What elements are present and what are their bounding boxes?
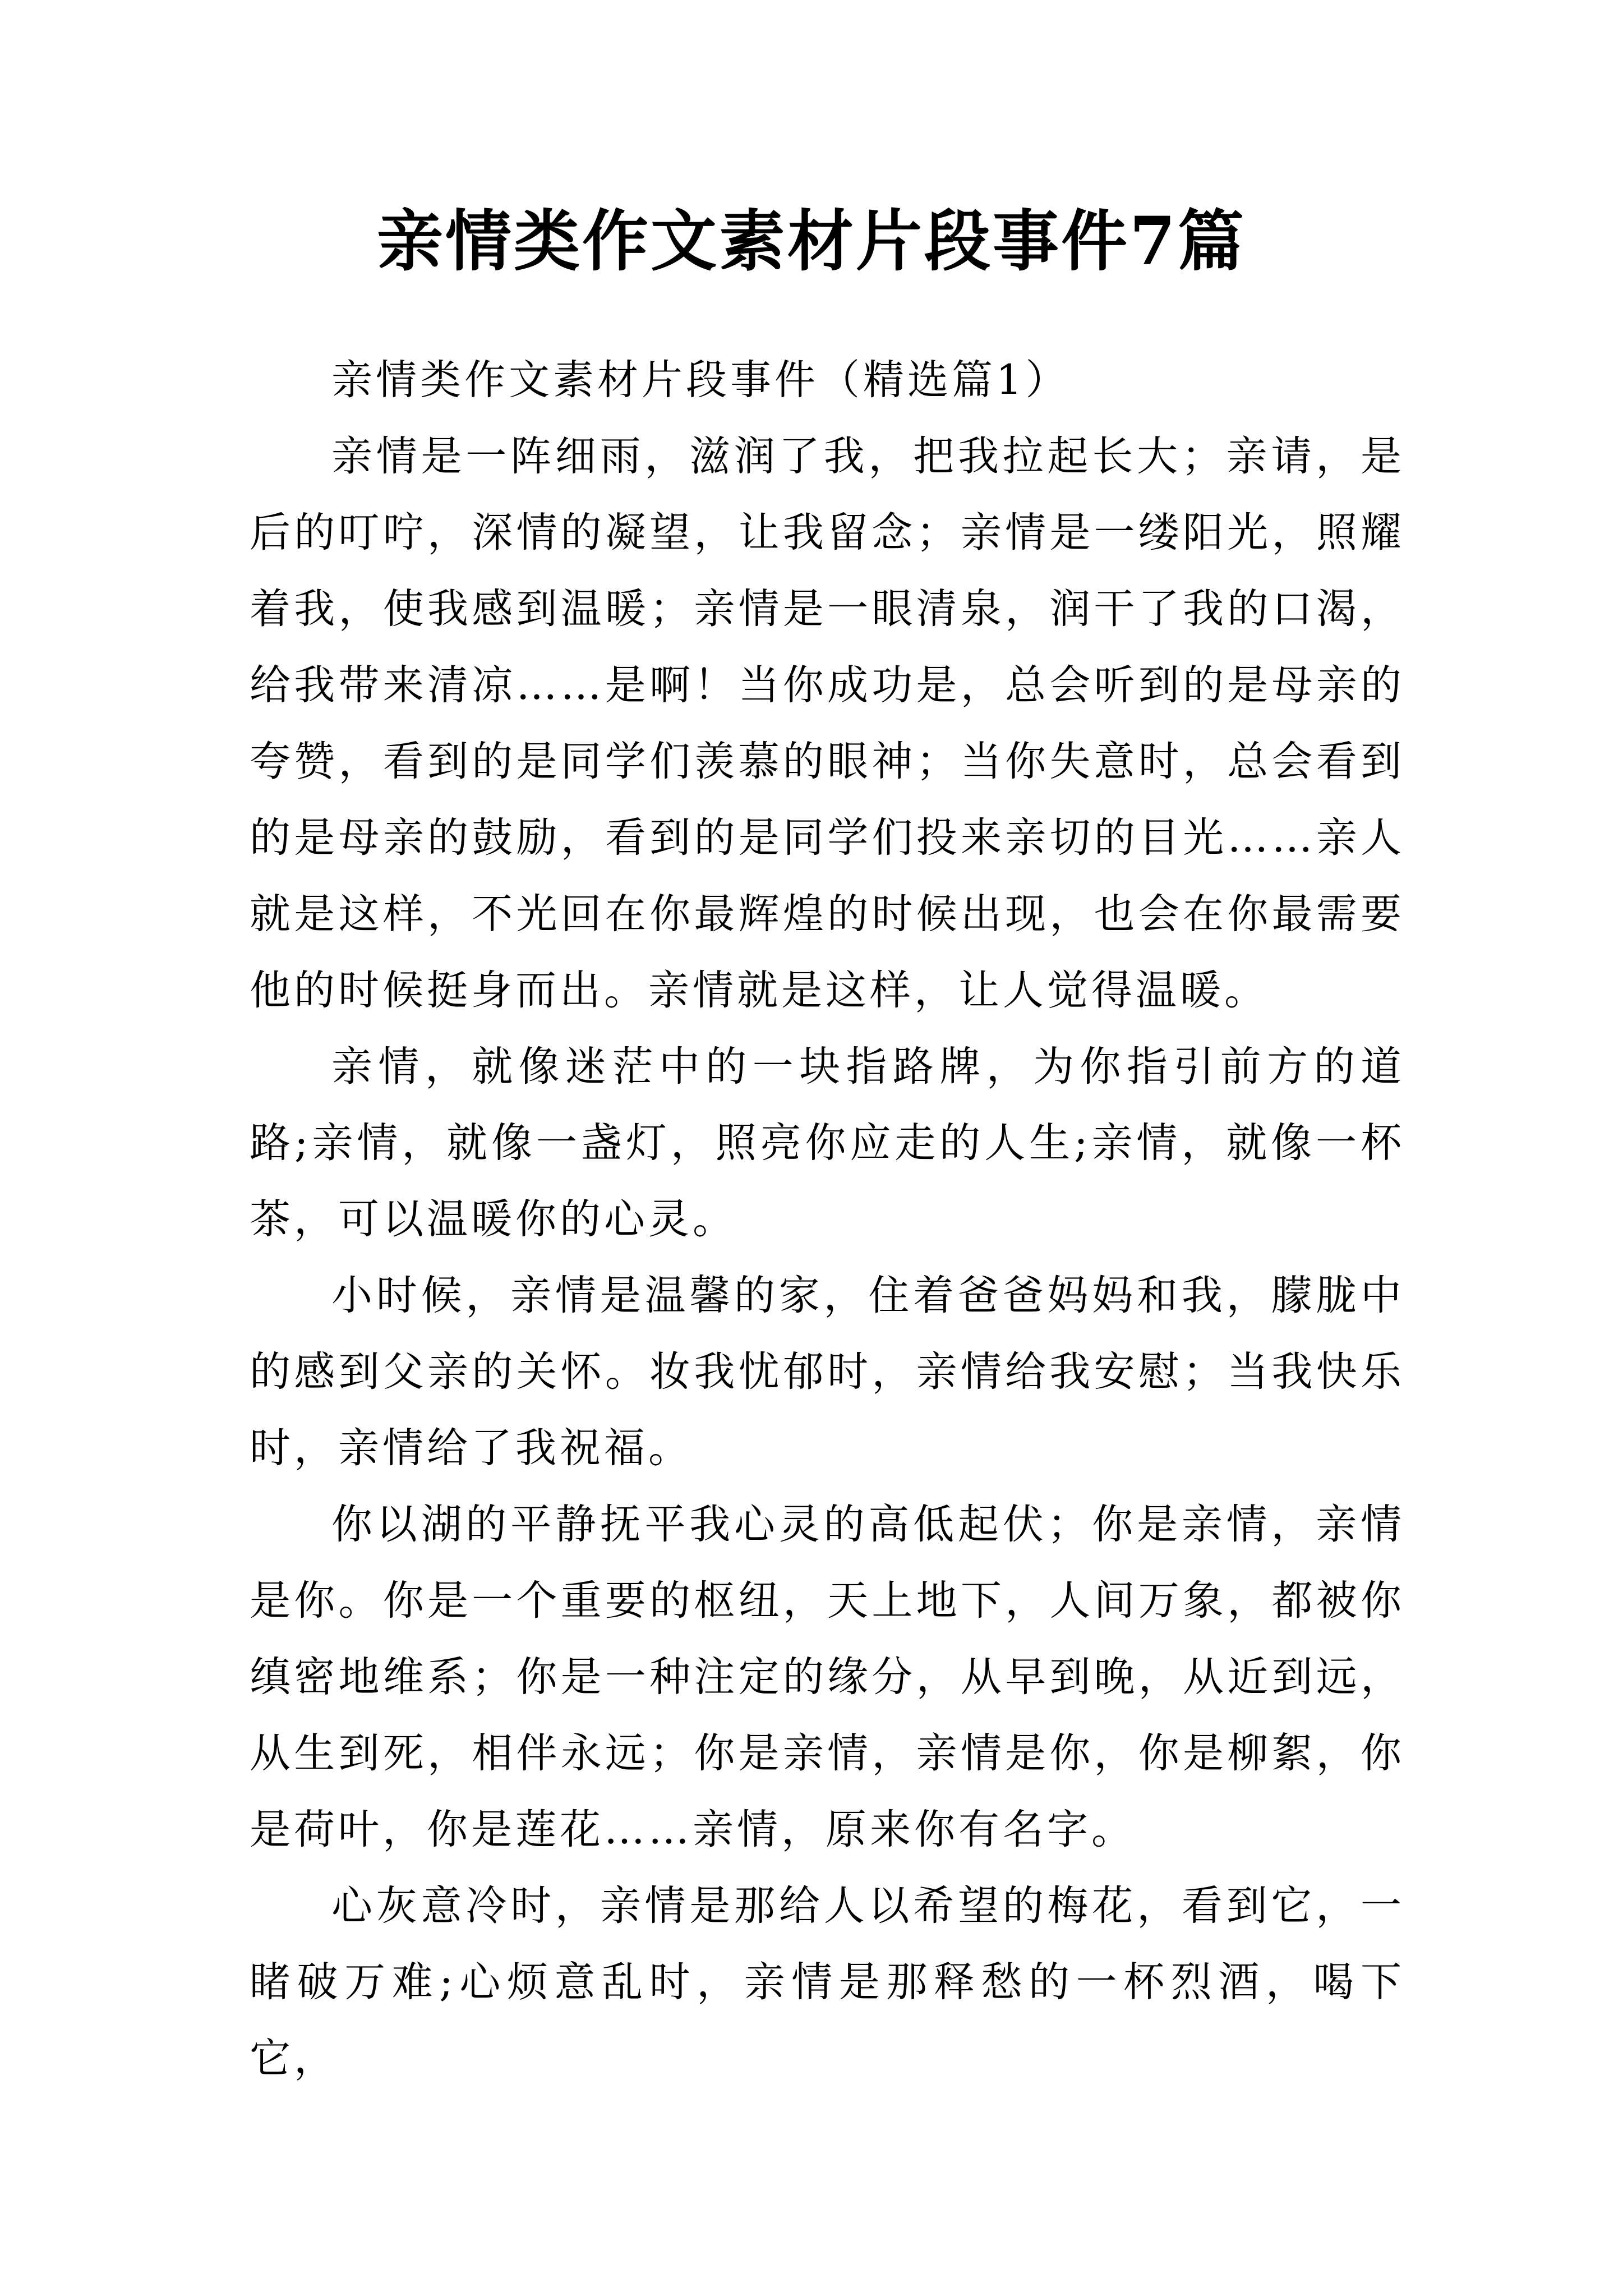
paragraph-1: 亲情是一阵细雨，滋润了我，把我拉起长大；亲请，是后的叮咛，深情的凝望，让我留念；亲情是一缕阳光，照耀着我，使我感到温暖；亲情是一眼清泉，润干了我的口渴，给我带来清凉……是啊！当你成功是，总会听到的是母亲的夸赞，看到的是同学们羡慕的眼神；当你失意时，总会看到的是母亲的鼓励，看到的是同学们投来亲切的目光……亲人就是这样，不光回在你最辉煌的时候出现，也会在你最需要他的时候挺身而出。亲情就是这样，让人觉得温暖。 [250,432,1405,1014]
document-body [250,342,1405,2097]
paragraph-5: 心灰意冷时，亲情是那给人以希望的梅花，看到它，一睹破万难;心烦意乱时，亲情是那释愁的一杯烈酒，喝下它， [250,1882,1405,2082]
section-subheading: 亲情类作文素材片段事件（精选篇1） [331,356,1070,404]
paragraph-4: 你以湖的平静抚平我心灵的高低起伏；你是亲情，亲情是你。你是一个重要的枢纽，天上地下，人间万象，都被你缜密地维系；你是一种注定的缘分，从早到晚，从近到远，从生到死，相伴永远；你是亲情，亲情是你，你是柳絮，你是荷叶，你是莲花……亲情，原来你有名字。 [250,1501,1405,1853]
paragraph-2: 亲情，就像迷茫中的一块指路牌，为你指引前方的道路;亲情，就像一盏灯，照亮你应走的人生;亲情，就像一杯茶，可以温暖你的心灵。 [250,1043,1405,1243]
document-title: 亲情类作文素材片段事件7篇 [376,202,1247,280]
paragraph-3: 小时候，亲情是温馨的家，住着爸爸妈妈和我，朦胧中的感到父亲的关怀。妆我忧郁时，亲情给我安慰；当我快乐时，亲情给了我祝福。 [250,1272,1405,1472]
